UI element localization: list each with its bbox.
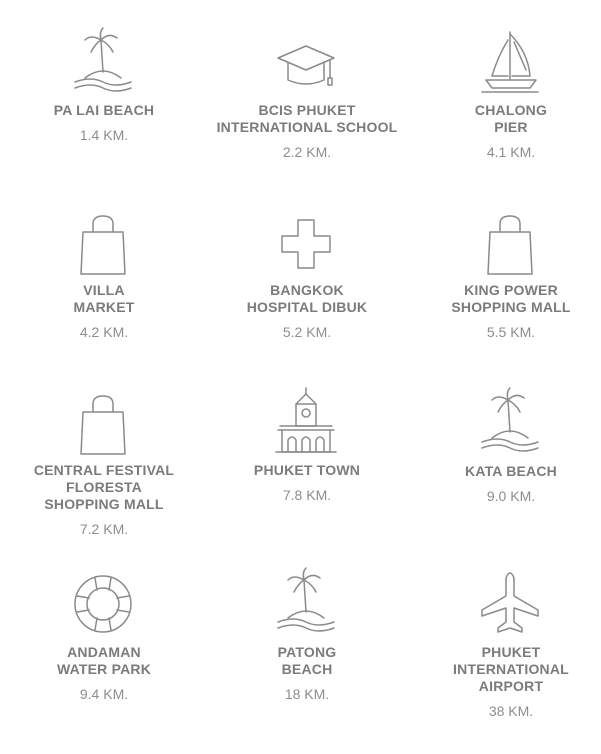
place-card <box>4 208 204 341</box>
airplane-icon <box>476 566 546 634</box>
sailboat-icon <box>476 26 546 94</box>
place-card <box>4 570 204 703</box>
place-name: PHUKET INTERNATIONAL AIRPORT <box>453 644 569 694</box>
place-distance: 38 KM. <box>488 703 534 719</box>
place-card <box>411 566 601 720</box>
lifebuoy-icon <box>69 570 139 638</box>
place-distance: 1.4 KM. <box>79 127 129 143</box>
place-name: PHUKET TOWN <box>253 462 361 478</box>
clock-tower-icon <box>272 386 342 456</box>
graduation-cap-icon <box>272 34 342 90</box>
place-card <box>4 26 204 144</box>
place-distance: 2.2 KM. <box>282 144 332 160</box>
beach-icon <box>476 386 546 454</box>
place-card <box>4 388 204 538</box>
place-card <box>207 566 407 703</box>
place-name: VILLA MARKET <box>73 282 135 315</box>
place-distance: 7.8 KM. <box>282 487 332 503</box>
place-name: BANGKOK HOSPITAL DIBUK <box>246 282 368 315</box>
place-distance: 7.2 KM. <box>79 521 129 537</box>
place-name: CHALONG PIER <box>474 102 548 135</box>
place-distance: 9.4 KM. <box>79 686 129 702</box>
beach-icon <box>69 26 139 94</box>
place-name: KATA BEACH <box>465 463 557 479</box>
place-name: PATONG BEACH <box>277 644 337 677</box>
place-card <box>411 26 601 161</box>
shopping-bag-icon <box>69 208 139 276</box>
place-distance: 4.1 KM. <box>486 144 536 160</box>
place-card <box>207 212 407 341</box>
beach-icon <box>272 566 342 634</box>
place-card <box>411 386 601 505</box>
place-card <box>207 386 407 504</box>
place-distance: 4.2 KM. <box>79 324 129 340</box>
place-card <box>411 208 601 341</box>
shopping-bag-icon <box>476 208 546 276</box>
hospital-cross-icon <box>272 212 342 276</box>
place-name: KING POWER SHOPPING MALL <box>451 282 571 315</box>
place-name: CENTRAL FESTIVAL FLORESTA SHOPPING MALL <box>33 462 175 512</box>
place-distance: 5.5 KM. <box>486 324 536 340</box>
place-name: BCIS PHUKET INTERNATIONAL SCHOOL <box>216 102 398 135</box>
place-card <box>207 34 407 161</box>
place-distance: 9.0 KM. <box>486 488 536 504</box>
place-distance: 5.2 KM. <box>282 324 332 340</box>
place-name: PA LAI BEACH <box>53 102 155 118</box>
place-distance: 18 KM. <box>284 686 330 702</box>
shopping-bag-icon <box>69 388 139 456</box>
place-name: ANDAMAN WATER PARK <box>56 644 152 677</box>
